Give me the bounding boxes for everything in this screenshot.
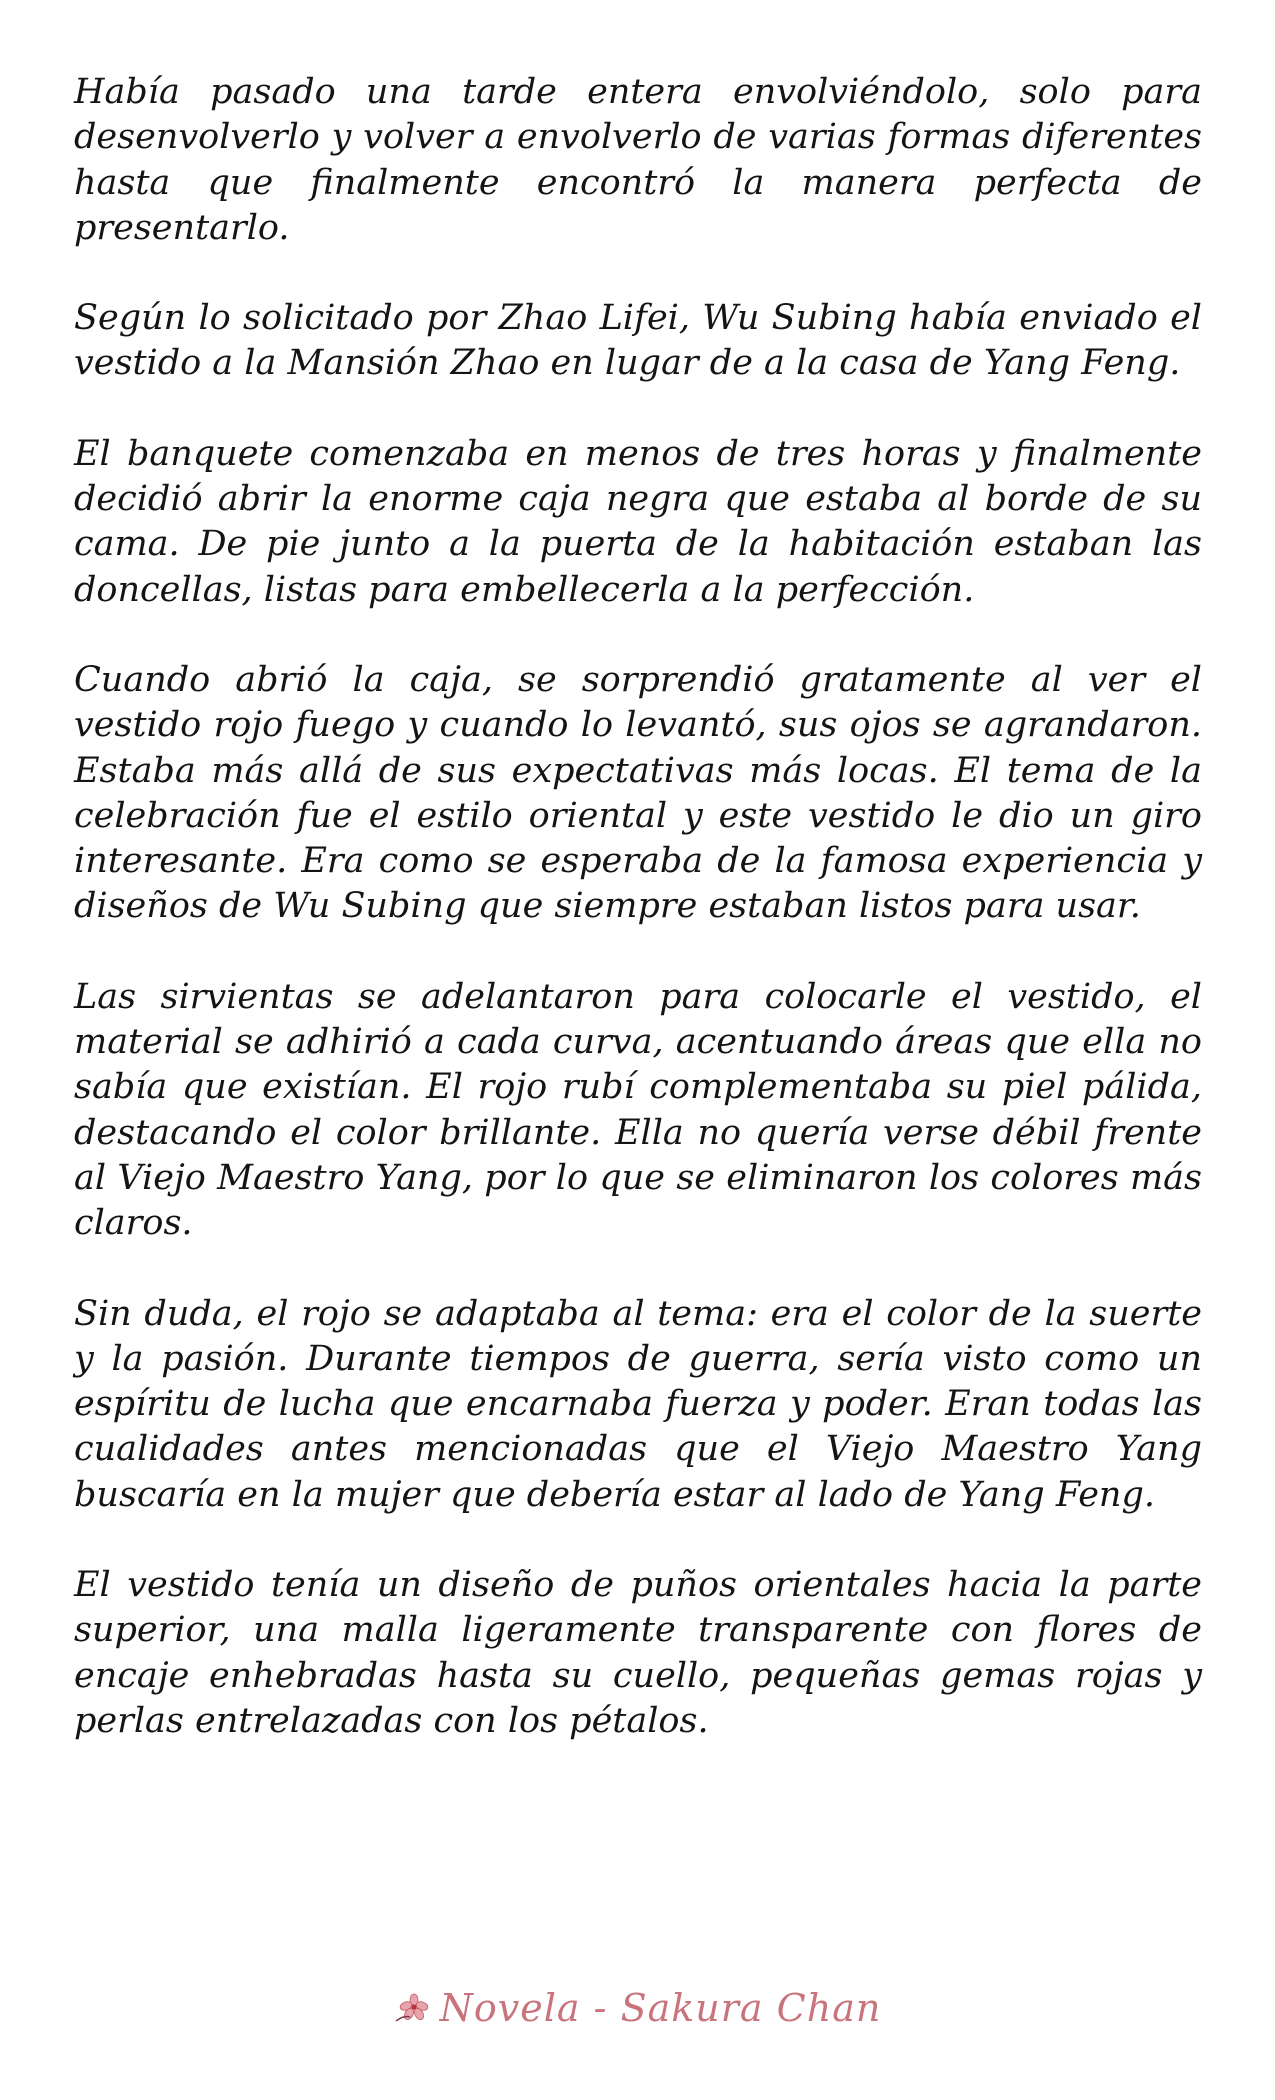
paragraph-6: Sin duda, el rojo se adaptaba al tema: era el color de la suerte y la pasión. Durante tiempos de guerra, sería visto como un espíritu de lucha que encarnaba fuerza y poder. Eran todas las cualidades antes mencionadas que el Viejo Maestro Yang buscaría en la mujer que debería estar al lado de Yang Feng. [74,1293,1202,1515]
paragraph-3: El banquete comenzaba en menos de tres horas y finalmente decidió abrir la enorme caja negra que estaba al borde de su cama. De pie junto a la puerta de la habitación estaban las doncellas, listas para embellecerla a la perfección. [74,433,1202,610]
watermark [0,1986,1275,2030]
paragraph-7: El vestido tenía un diseño de puños orientales hacia la parte superior, una malla ligeramente transparente con flores de encaje enhebradas hasta su cuello, pequeñas gemas rojas y perlas entrelazadas con los pétalos. [74,1565,1202,1741]
paragraph-1: Había pasado una tarde entera envolviéndolo, solo para desenvolverlo y volver a envolverlo de varias formas diferentes hasta que finalmente encontró la manera perfecta de presentarlo. [74,72,1202,248]
sakura-flower-icon [394,1990,434,2024]
watermark-text: Novela - Sakura Chan [439,1986,882,2030]
document-body [74,70,1202,1789]
paragraph-4: Cuando abrió la caja, se sorprendió gratamente al ver el vestido rojo fuego y cuando lo levantó, sus ojos se agrandaron. Estaba más allá de sus expectativas más locas. El tema de la celebración fue el estilo oriental y este vestido le dio un giro interesante. Era como se esperaba de la famosa experiencia y diseños de Wu Subing que siempre estaban listos para usar. [74,659,1202,927]
paragraph-5: Las sirvientas se adelantaron para colocarle el vestido, el material se adhirió a cada curva, acentuando áreas que ella no sabía que existían. El rojo rubí complementaba su piel pálida, destacando el color brillante. Ella no quería verse débil frente al Viejo Maestro Yang, por lo que se eliminaron los colores más claros. [74,976,1202,1244]
paragraph-2: Según lo solicitado por Zhao Lifei, Wu Subing había enviado el vestido a la Mansión Zhao en lugar de a la casa de Yang Feng. [74,298,1202,384]
